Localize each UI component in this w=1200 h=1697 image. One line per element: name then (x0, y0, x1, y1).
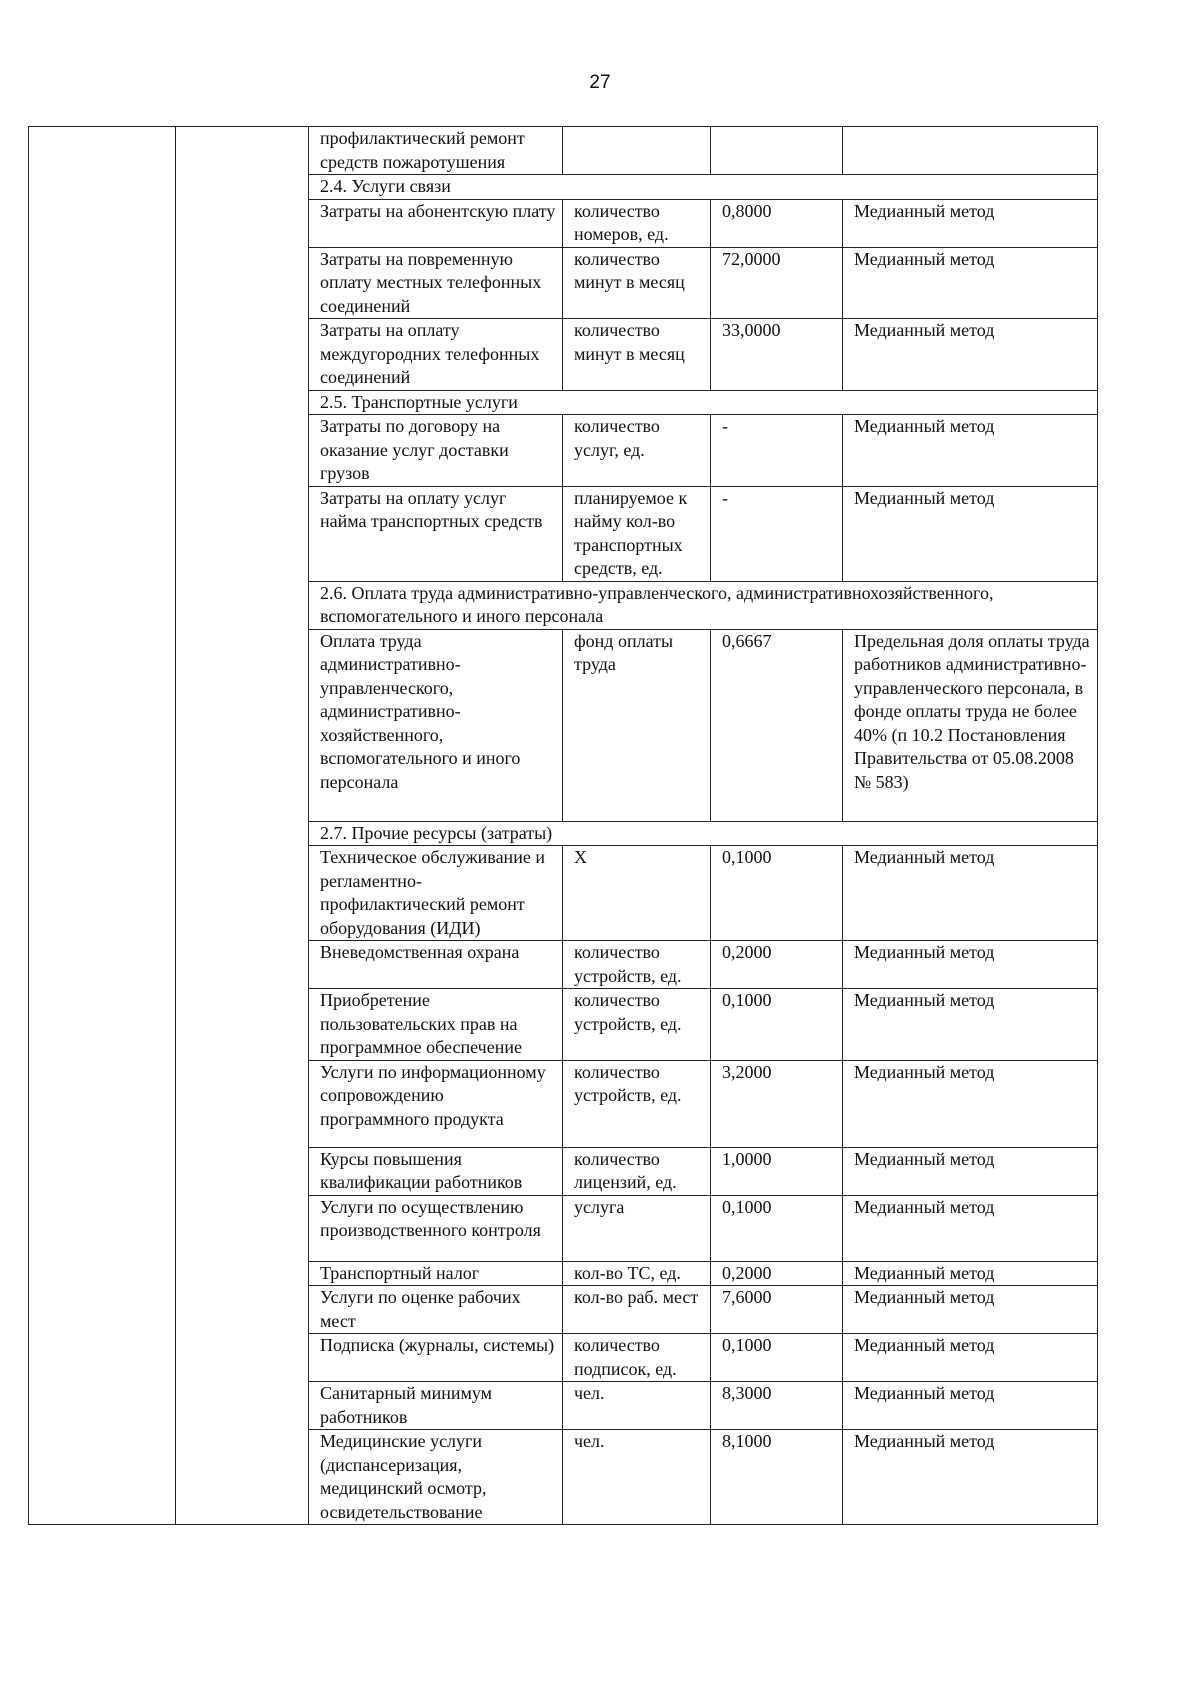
method-cell: Медианный метод (843, 1334, 1098, 1382)
norm-value-cell: 72,0000 (711, 247, 843, 319)
norm-value-cell: 1,0000 (711, 1147, 843, 1195)
method-cell: Медианный метод (843, 319, 1098, 391)
expense-name-cell: Затраты по договору на оказание услуг доставки грузов (309, 415, 563, 487)
method-cell: Медианный метод (843, 1286, 1098, 1334)
unit-cell: количество номеров, ед. (563, 199, 711, 247)
expense-name-cell: Затраты на оплату междугородних телефонных соединений (309, 319, 563, 391)
norm-value-cell: 0,1000 (711, 989, 843, 1061)
unit-cell: кол-во ТС, ед. (563, 1261, 711, 1286)
norm-value-cell: 7,6000 (711, 1286, 843, 1334)
empty-second-column (176, 127, 309, 1525)
expense-name-cell: Затраты на абонентскую плату (309, 199, 563, 247)
unit-cell: количество подписок, ед. (563, 1334, 711, 1382)
expense-name-cell: Приобретение пользовательских прав на программное обеспечение (309, 989, 563, 1061)
method-cell: Медианный метод (843, 415, 1098, 487)
section-title: 2.6. Оплата труда административно-управленческого, административнохозяйственного, вспомогательного и иного персонала (309, 581, 1098, 629)
norm-value-cell: - (711, 415, 843, 487)
method-cell: Медианный метод (843, 247, 1098, 319)
norm-value-cell: 8,1000 (711, 1430, 843, 1525)
table-row (29, 127, 1098, 175)
method-cell: Медианный метод (843, 1195, 1098, 1261)
expense-name-cell: Оплата труда административно-управленческого, административно-хозяйственного, вспомогательного и иного персонала (309, 629, 563, 821)
unit-cell: услуга (563, 1195, 711, 1261)
expense-name-cell: Услуги по оценке рабочих мест (309, 1286, 563, 1334)
unit-cell: количество минут в месяц (563, 247, 711, 319)
method-cell: Медианный метод (843, 199, 1098, 247)
expense-name-cell: Вневедомственная охрана (309, 941, 563, 989)
method-cell: Медианный метод (843, 1060, 1098, 1147)
unit-cell: количество лицензий, ед. (563, 1147, 711, 1195)
method-cell: Медианный метод (843, 1430, 1098, 1525)
norm-value-cell: 0,2000 (711, 941, 843, 989)
expense-name-cell: Техническое обслуживание и регламентно-профилактический ремонт оборудования (ИДИ) (309, 846, 563, 941)
section-title: 2.4. Услуги связи (309, 175, 1098, 200)
expense-name-cell: профилактический ремонт средств пожаротушения (309, 127, 563, 175)
norm-value-cell: 8,3000 (711, 1382, 843, 1430)
method-cell: Медианный метод (843, 941, 1098, 989)
method-cell (843, 127, 1098, 175)
norm-value-cell: - (711, 486, 843, 581)
norm-value-cell: 0,1000 (711, 1195, 843, 1261)
unit-cell: планируемое к найму кол-во транспортных средств, ед. (563, 486, 711, 581)
norm-value-cell: 0,6667 (711, 629, 843, 821)
section-title: 2.7. Прочие ресурсы (затраты) (309, 821, 1098, 846)
expense-name-cell: Подписка (журналы, системы) (309, 1334, 563, 1382)
expense-name-cell: Услуги по информационному сопровождению программного продукта (309, 1060, 563, 1147)
expense-name-cell: Медицинские услуги (диспансеризация, медицинский осмотр, освидетельствование (309, 1430, 563, 1525)
expense-name-cell: Услуги по осуществлению производственного контроля (309, 1195, 563, 1261)
method-cell: Медианный метод (843, 846, 1098, 941)
unit-cell: чел. (563, 1382, 711, 1430)
norm-value-cell: 0,2000 (711, 1261, 843, 1286)
unit-cell: количество услуг, ед. (563, 415, 711, 487)
method-cell: Медианный метод (843, 989, 1098, 1061)
unit-cell: кол-во раб. мест (563, 1286, 711, 1334)
norm-value-cell: 0,1000 (711, 1334, 843, 1382)
expense-name-cell: Санитарный минимум работников (309, 1382, 563, 1430)
norm-value-cell: 0,1000 (711, 846, 843, 941)
method-cell: Предельная доля оплаты труда работников административно-управленческого персонала, в фонде оплаты труда не более 40% (п 10.2 Постановления Правительства от 05.08.2008 № 583) (843, 629, 1098, 821)
unit-cell: фонд оплаты труда (563, 629, 711, 821)
empty-left-column (29, 127, 176, 1525)
expense-name-cell: Транспортный налог (309, 1261, 563, 1286)
method-cell: Медианный метод (843, 1382, 1098, 1430)
unit-cell: Х (563, 846, 711, 941)
unit-cell: количество минут в месяц (563, 319, 711, 391)
method-cell: Медианный метод (843, 1261, 1098, 1286)
norm-value-cell: 0,8000 (711, 199, 843, 247)
section-title: 2.5. Транспортные услуги (309, 390, 1098, 415)
expense-name-cell: Затраты на повременную оплату местных телефонных соединений (309, 247, 563, 319)
expense-name-cell: Затраты на оплату услуг найма транспортных средств (309, 486, 563, 581)
norms-table (28, 126, 1098, 1525)
norm-value-cell: 33,0000 (711, 319, 843, 391)
unit-cell (563, 127, 711, 175)
unit-cell: количество устройств, ед. (563, 1060, 711, 1147)
expense-name-cell: Курсы повышения квалификации работников (309, 1147, 563, 1195)
unit-cell: количество устройств, ед. (563, 989, 711, 1061)
unit-cell: количество устройств, ед. (563, 941, 711, 989)
norm-value-cell: 3,2000 (711, 1060, 843, 1147)
unit-cell: чел. (563, 1430, 711, 1525)
page-number: 27 (589, 72, 611, 93)
method-cell: Медианный метод (843, 486, 1098, 581)
norm-value-cell (711, 127, 843, 175)
method-cell: Медианный метод (843, 1147, 1098, 1195)
